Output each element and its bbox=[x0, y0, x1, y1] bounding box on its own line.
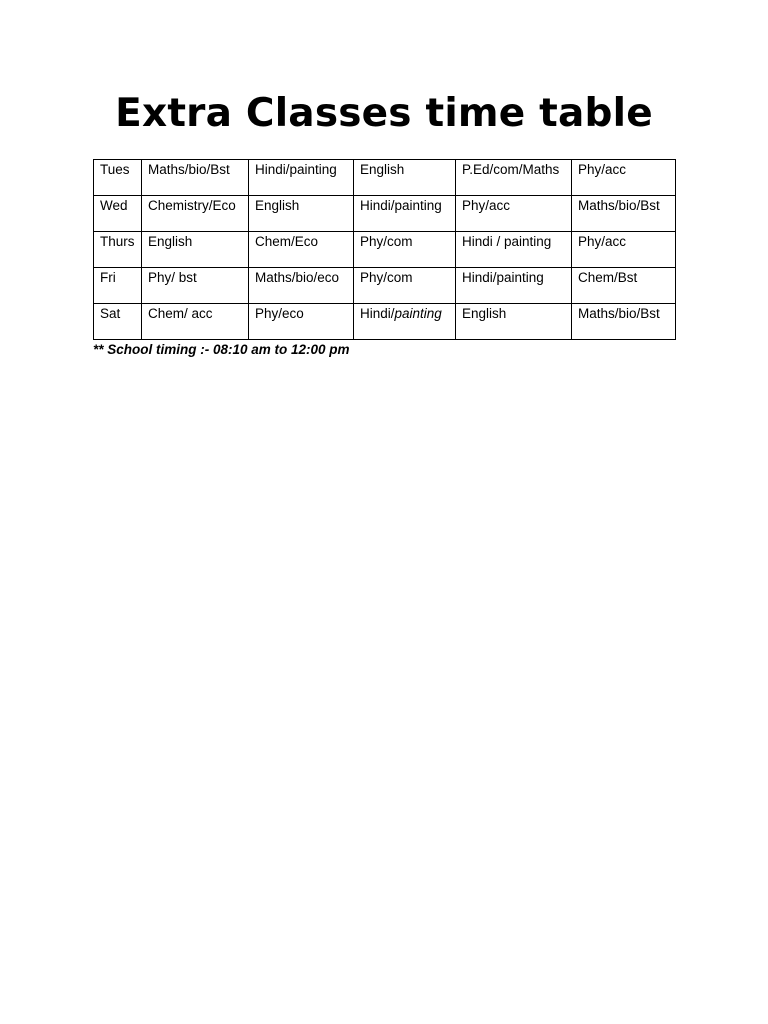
table-cell: Chem/Bst bbox=[572, 268, 676, 304]
day-cell: Sat bbox=[94, 304, 142, 340]
table-cell: Hindi/painting bbox=[456, 268, 572, 304]
table-cell: Maths/bio/Bst bbox=[572, 196, 676, 232]
table-cell: Phy/eco bbox=[249, 304, 354, 340]
table-cell: Phy/acc bbox=[572, 160, 676, 196]
table-cell: Maths/bio/eco bbox=[249, 268, 354, 304]
table-cell: Maths/bio/Bst bbox=[572, 304, 676, 340]
table-cell: Phy/acc bbox=[572, 232, 676, 268]
cell-text-italic: painting bbox=[394, 306, 442, 321]
table-row-wed bbox=[94, 196, 676, 232]
table-cell: Phy/com bbox=[354, 268, 456, 304]
timetable bbox=[93, 159, 676, 340]
day-cell: Thurs bbox=[94, 232, 142, 268]
table-cell: Hindi/painting bbox=[354, 196, 456, 232]
table-cell: Phy/com bbox=[354, 232, 456, 268]
table-cell: English bbox=[249, 196, 354, 232]
table-cell: Maths/bio/Bst bbox=[142, 160, 249, 196]
page-title: Extra Classes time table bbox=[115, 91, 653, 136]
table-cell: English bbox=[142, 232, 249, 268]
day-cell: Wed bbox=[94, 196, 142, 232]
day-cell: Tues bbox=[94, 160, 142, 196]
table-cell: Phy/ bst bbox=[142, 268, 249, 304]
table-cell: P.Ed/com/Maths bbox=[456, 160, 572, 196]
table-cell: Chem/Eco bbox=[249, 232, 354, 268]
school-timing-note: ** School timing :- 08:10 am to 12:00 pm bbox=[93, 342, 350, 357]
table-cell bbox=[354, 304, 456, 340]
table-cell: English bbox=[456, 304, 572, 340]
table-cell: English bbox=[354, 160, 456, 196]
table-cell: Chem/ acc bbox=[142, 304, 249, 340]
table-cell: Chemistry/Eco bbox=[142, 196, 249, 232]
cell-text: Hindi/ bbox=[360, 306, 395, 321]
table-cell: Hindi/painting bbox=[249, 160, 354, 196]
table-row-thurs bbox=[94, 232, 676, 268]
table-row-fri bbox=[94, 268, 676, 304]
table-cell: Hindi / painting bbox=[456, 232, 572, 268]
table-cell: Phy/acc bbox=[456, 196, 572, 232]
table-row-tues bbox=[94, 160, 676, 196]
table-row-sat bbox=[94, 304, 676, 340]
day-cell: Fri bbox=[94, 268, 142, 304]
